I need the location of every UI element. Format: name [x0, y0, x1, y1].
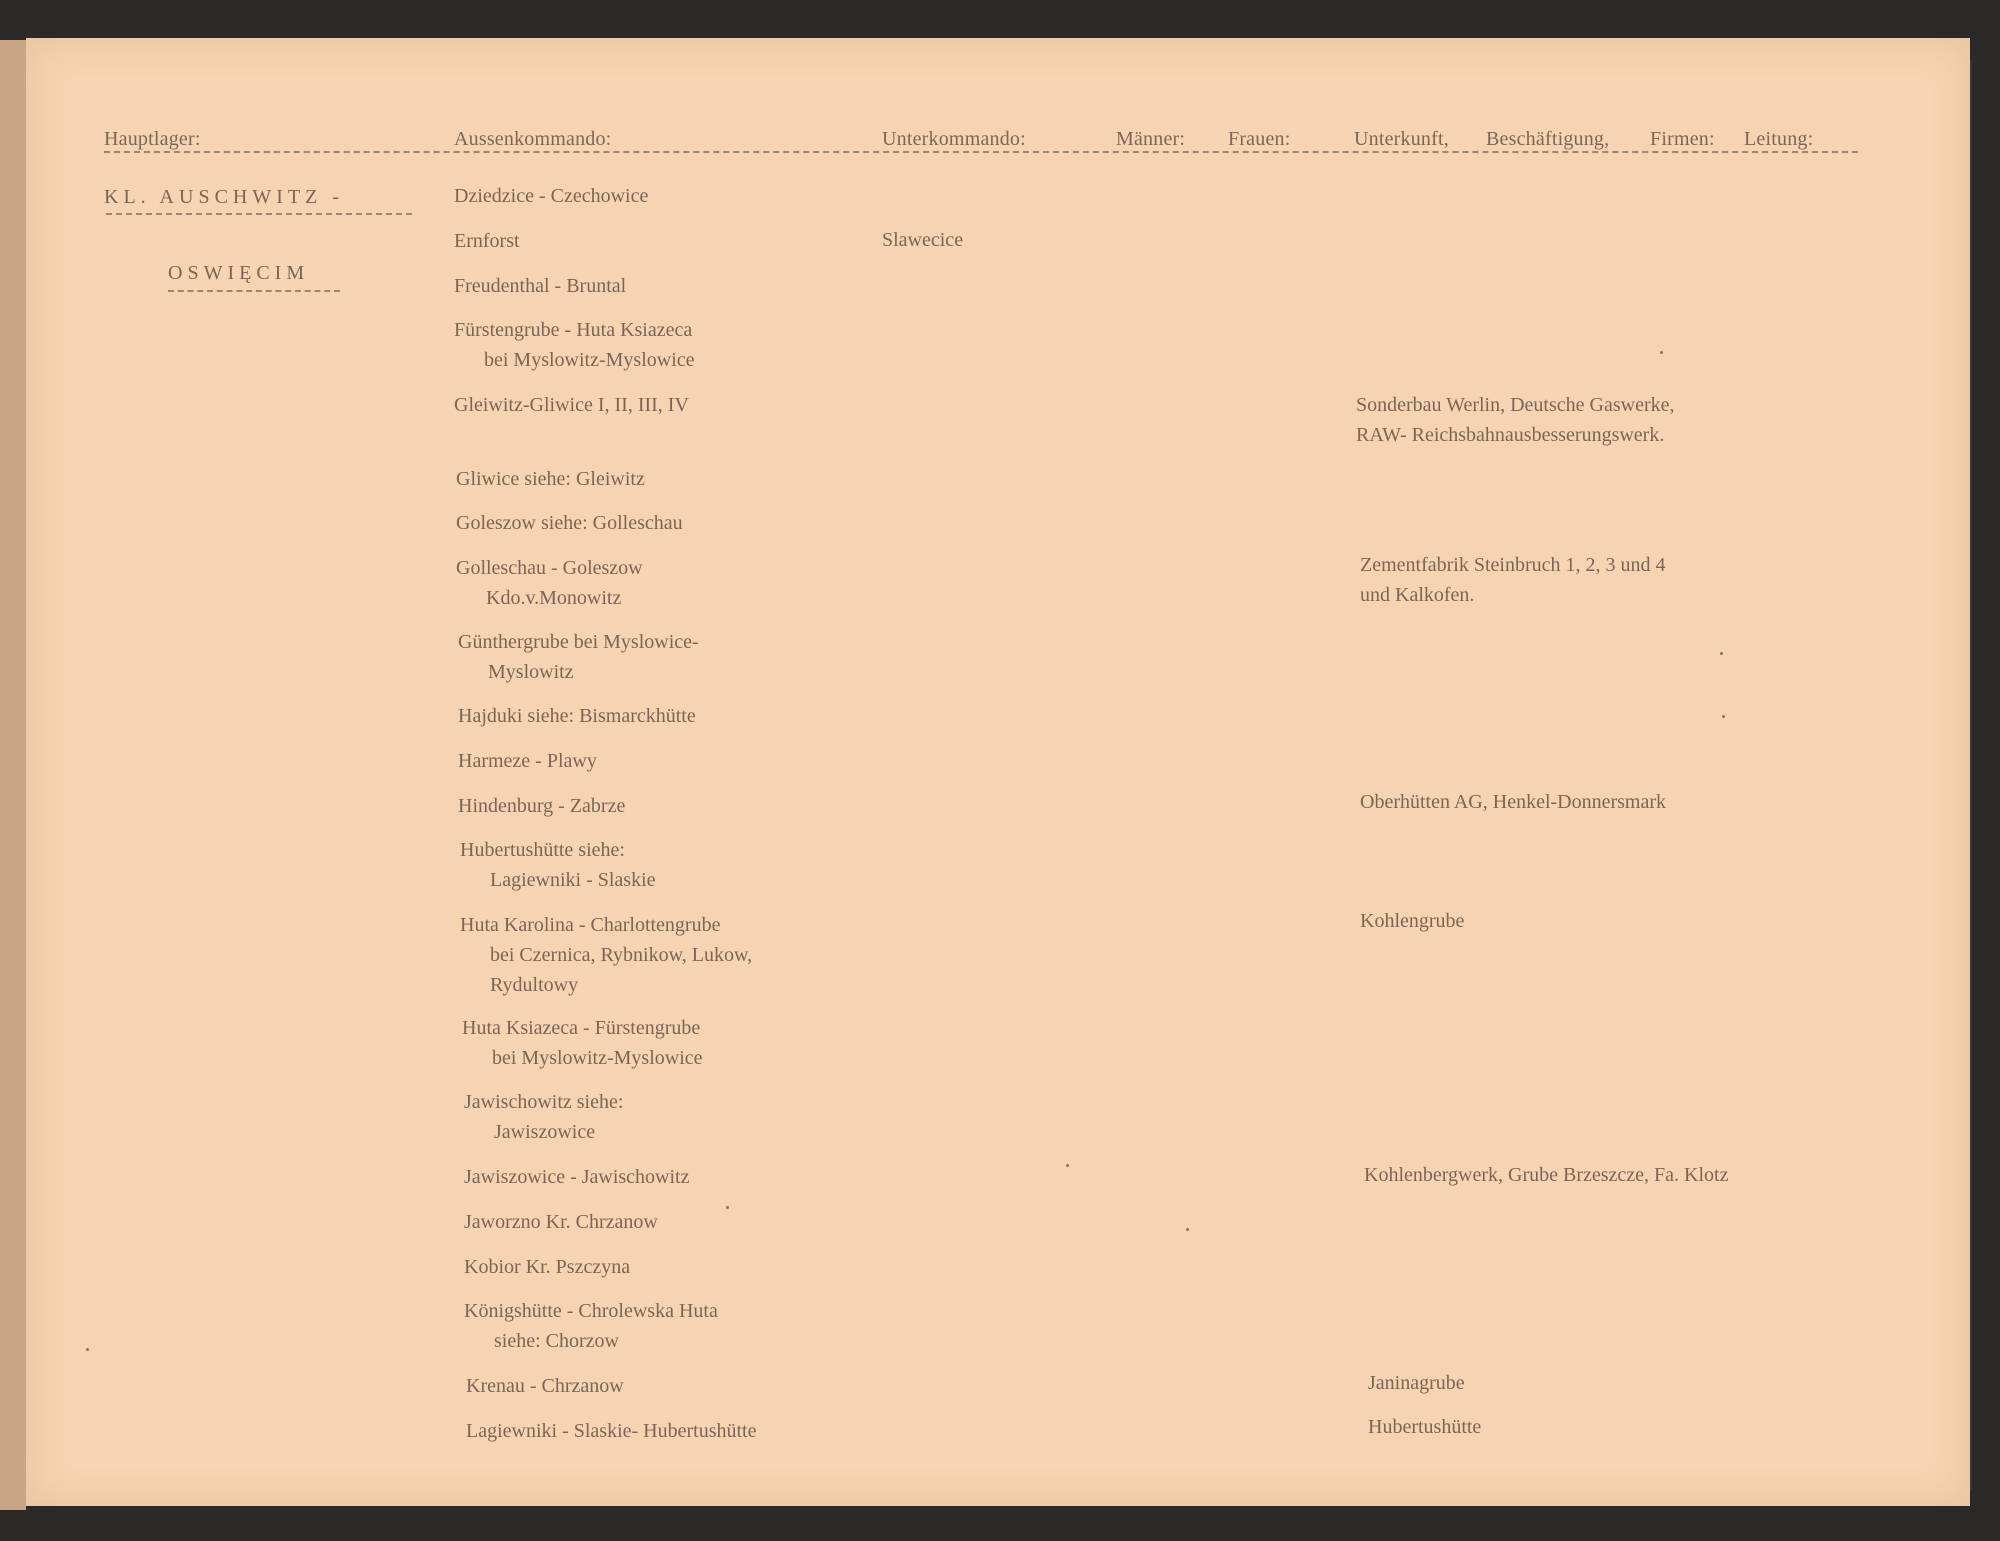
entry-krenau: [466, 1371, 624, 1401]
entry-jaworzno: [464, 1207, 658, 1237]
header-unterkunft: Unterkunft,: [1354, 128, 1449, 150]
firma-line-2: RAW- Reichsbahnausbesserungswerk.: [1356, 424, 1665, 446]
entry-fuerstengrube: [454, 315, 695, 375]
entry-goleszow: [456, 508, 683, 538]
entry-line-2: Jawiszowice: [494, 1121, 596, 1143]
firma-huta-karolina: [1360, 906, 1464, 936]
firma-jawiszowice: [1364, 1160, 1729, 1190]
entry-line: Günthergrube bei Myslowice-: [458, 631, 699, 653]
entry-line: Kobior Kr. Pszczyna: [464, 1256, 631, 1278]
entry-jawiszowice: [464, 1162, 690, 1192]
entry-line: Huta Karolina - Charlottengrube: [460, 914, 721, 936]
firma-hindenburg: [1360, 787, 1666, 817]
hauptlager-name: KL. AUSCHWITZ -: [104, 186, 344, 208]
entry-line-2: Lagiewniki - Slaskie: [490, 869, 656, 891]
header-hauptlager: Hauptlager:: [104, 128, 201, 150]
entry-line-2: siehe: Chorzow: [494, 1330, 619, 1352]
firma-line: Janinagrube: [1368, 1372, 1465, 1394]
entry-line: Königshütte - Chrolewska Huta: [464, 1300, 718, 1322]
entry-line: Ernforst: [454, 230, 520, 252]
entry-harmeze: [458, 746, 597, 776]
entry-line: Dziedzice - Czechowice: [454, 185, 649, 207]
paper-speck: [1066, 1164, 1069, 1167]
hauptlager-name-polish: OSWIĘCIM: [168, 262, 310, 284]
entry-line: Gliwice siehe: Gleiwitz: [456, 468, 645, 490]
unterkommando-slawecice: [882, 225, 963, 255]
firma-line: Zementfabrik Steinbruch 1, 2, 3 und 4: [1360, 554, 1666, 576]
paper-speck: [1660, 351, 1663, 354]
entry-lagiewniki: [466, 1416, 757, 1446]
entry-hubertushuette: [460, 835, 656, 895]
entry-line: Jawischowitz siehe:: [464, 1091, 624, 1113]
entry-line-2: Kdo.v.Monowitz: [486, 587, 622, 609]
firma-gleiwitz: [1356, 390, 1674, 450]
paper-speck: [1186, 1228, 1189, 1231]
entry-kobior: [464, 1252, 630, 1282]
entry-dziedzice: [454, 181, 648, 211]
firma-line: Oberhütten AG, Henkel-Donnersmark: [1360, 791, 1667, 813]
firma-krenau: [1368, 1368, 1465, 1398]
entry-line-2: bei Myslowitz-Myslowice: [484, 349, 695, 371]
paper-speck: [1720, 652, 1723, 655]
entry-line: Golleschau - Goleszow: [456, 557, 643, 579]
entry-line: Goleszow siehe: Golleschau: [456, 512, 683, 534]
header-firmen: Firmen:: [1650, 128, 1715, 150]
entry-line: Jaworzno Kr. Chrzanow: [464, 1211, 658, 1233]
entry-gliwice: [456, 464, 645, 494]
header-leitung: Leitung:: [1744, 128, 1814, 150]
entry-ernforst: [454, 226, 520, 256]
hauptlager-rule: [106, 213, 412, 215]
entry-line: Hajduki siehe: Bismarckhütte: [458, 705, 696, 727]
firma-line: Kohlenbergwerk, Grube Brzeszcze, Fa. Klotz: [1364, 1164, 1729, 1186]
binding-strip: [0, 40, 26, 1510]
firma-lagiewniki: [1368, 1412, 1481, 1442]
entry-jawischowitz: [464, 1087, 623, 1147]
header-beschaeftigung: Beschäftigung,: [1486, 128, 1610, 150]
entry-huta-ksiazeca: [462, 1013, 703, 1073]
entry-koenigshuette: [464, 1296, 718, 1356]
firma-line: Sonderbau Werlin, Deutsche Gaswerke,: [1356, 394, 1675, 416]
entry-freudenthal: [454, 271, 626, 301]
paper-speck: [1722, 715, 1725, 718]
header-frauen: Frauen:: [1228, 128, 1291, 150]
entry-line: Harmeze - Plawy: [458, 750, 597, 772]
firma-line-2: und Kalkofen.: [1360, 584, 1475, 606]
header-maenner: Männer:: [1116, 128, 1186, 150]
entry-line: Lagiewniki - Slaskie- Hubertushütte: [466, 1420, 757, 1442]
paper-speck: [726, 1206, 729, 1209]
firma-line: Kohlengrube: [1360, 910, 1465, 932]
entry-hindenburg: [458, 791, 625, 821]
entry-line: Gleiwitz-Gliwice I, II, III, IV: [454, 394, 689, 416]
paper-speck: [86, 1348, 89, 1351]
entry-line: Fürstengrube - Huta Ksiazeca: [454, 319, 693, 341]
hauptlager-polish-rule: [168, 290, 340, 292]
entry-line: Hindenburg - Zabrze: [458, 795, 626, 817]
entry-huta-karolina: [460, 910, 752, 1000]
entry-guenthergrube: [458, 627, 699, 687]
entry-line: Jawiszowice - Jawischowitz: [464, 1166, 690, 1188]
entry-line-2: bei Myslowitz-Myslowice: [492, 1047, 703, 1069]
entry-line-2: Myslowitz: [488, 661, 574, 683]
entry-line: Hubertushütte siehe:: [460, 839, 625, 861]
entry-line: Freudenthal - Bruntal: [454, 275, 627, 297]
unterkommando-text: Slawecice: [882, 229, 964, 251]
firma-golleschau: [1360, 550, 1666, 610]
entry-line: Huta Ksiazeca - Fürstengrube: [462, 1017, 701, 1039]
header-rule: [104, 151, 1858, 153]
header-aussenkommando: Aussenkommando:: [454, 128, 612, 150]
entry-line-3: Rydultowy: [490, 974, 579, 996]
entry-gleiwitz: [454, 390, 689, 420]
firma-line: Hubertushütte: [1368, 1416, 1482, 1438]
entry-line: Krenau - Chrzanow: [466, 1375, 624, 1397]
header-unterkommando: Unterkommando:: [882, 128, 1026, 150]
entry-line-2: bei Czernica, Rybnikow, Lukow,: [490, 944, 753, 966]
document-page: [26, 38, 1970, 1506]
entry-hajduki: [458, 701, 696, 731]
entry-golleschau: [456, 553, 643, 613]
